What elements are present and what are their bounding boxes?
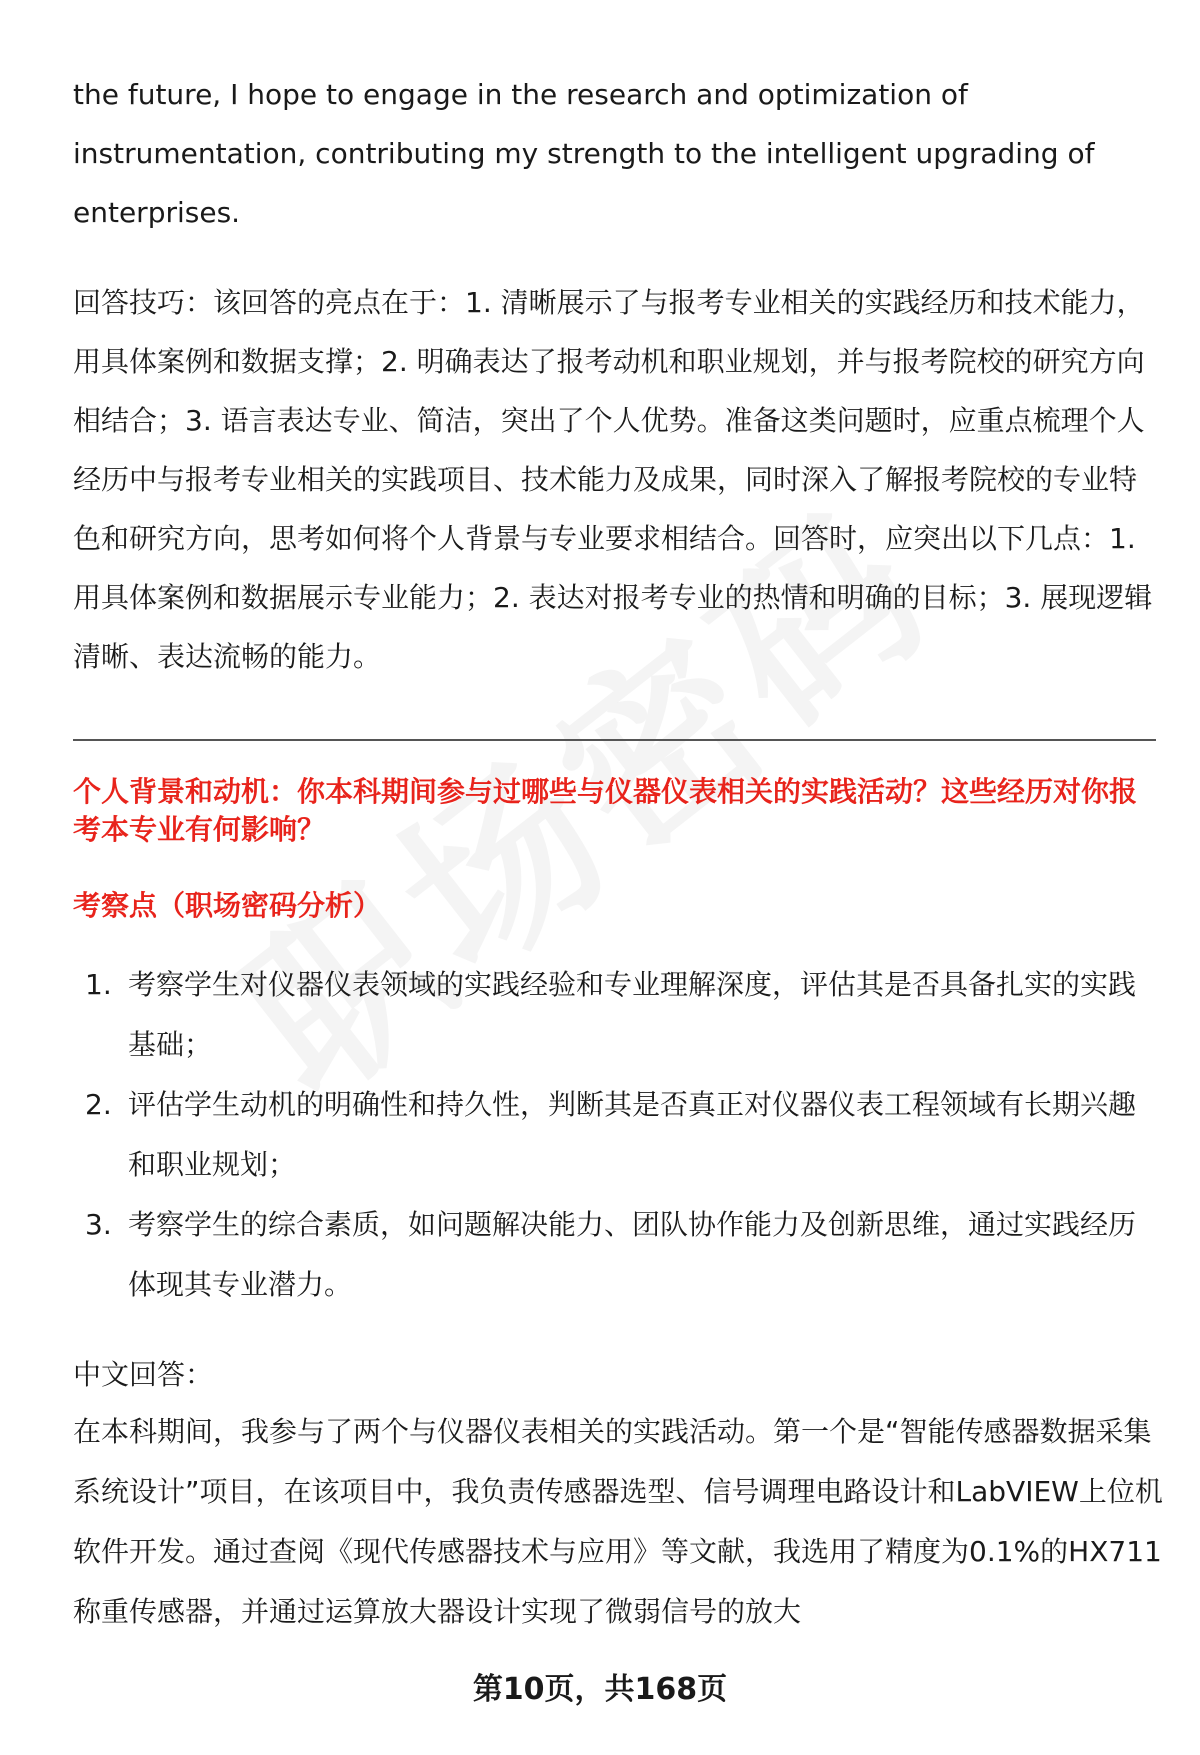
point-text: 评估学生动机的明确性和持久性，判断其是否真正对仪器仪表工程领域有长期兴趣和职业规划； bbox=[128, 1088, 1137, 1181]
answer-tips-paragraph bbox=[73, 273, 1163, 686]
answer-tips-text: 该回答的亮点在于：1. 清晰展示了与报考专业相关的实践经历和技术能力，用具体案例和数据支撑；2. 明确表达了报考动机和职业规划，并与报考院校的研究方向相结合；3. 语言表达专业、简洁，突出了个人优势。准备这类问题时，应重点梳理个人经历中与报考专业相关的实践项目、技术能力及成果，同时深入了解报考院校的专业特色和研究方向，思考如何将个人背景与专业要求相结合。回答时，应突出以下几点：1. 用具体案例和数据展示专业能力；2. 表达对报考专业的热情和明确的目标；3. 展现逻辑清晰、表达流畅的能力。 bbox=[73, 286, 1153, 673]
intro-paragraph: the future, I hope to engage in the research and optimization of instrumentation, contributing my strength to the intelligent upgrading of enterprises. bbox=[73, 78, 1095, 229]
point-number: 2. bbox=[85, 1088, 112, 1121]
point-number: 1. bbox=[85, 968, 112, 1001]
point-text: 考察学生的综合素质，如问题解决能力、团队协作能力及创新思维，通过实践经历体现其专业潜力。 bbox=[128, 1208, 1137, 1301]
point-number: 3. bbox=[85, 1208, 112, 1241]
assessment-heading: 考察点（职场密码分析） bbox=[73, 889, 382, 922]
assessment-point bbox=[73, 955, 1163, 1075]
chinese-answer-label: 中文回答： bbox=[73, 1358, 214, 1391]
assessment-point bbox=[73, 1195, 1163, 1315]
assessment-points-list bbox=[73, 955, 1163, 1315]
section-divider bbox=[73, 739, 1156, 741]
page-number-footer: 第10页，共168页 bbox=[472, 1672, 728, 1707]
assessment-point bbox=[73, 1075, 1163, 1195]
chinese-answer-text: 在本科期间，我参与了两个与仪器仪表相关的实践活动。第一个是“智能传感器数据采集系统设计”项目，在该项目中，我负责传感器选型、信号调理电路设计和LabVIEW上位机软件开发。通过查阅《现代传感器技术与应用》等文献，我选用了精度为0.1%的HX711称重传感器，并通过运算放大器设计实现了微弱信号的放大 bbox=[73, 1415, 1163, 1628]
question-heading: 个人背景和动机：你本科期间参与过哪些与仪器仪表相关的实践活动？这些经历对你报考本专业有何影响？ bbox=[73, 775, 1138, 846]
point-text: 考察学生对仪器仪表领域的实践经验和专业理解深度，评估其是否具备扎实的实践基础； bbox=[128, 968, 1137, 1061]
answer-tips-label: 回答技巧： bbox=[73, 286, 214, 319]
